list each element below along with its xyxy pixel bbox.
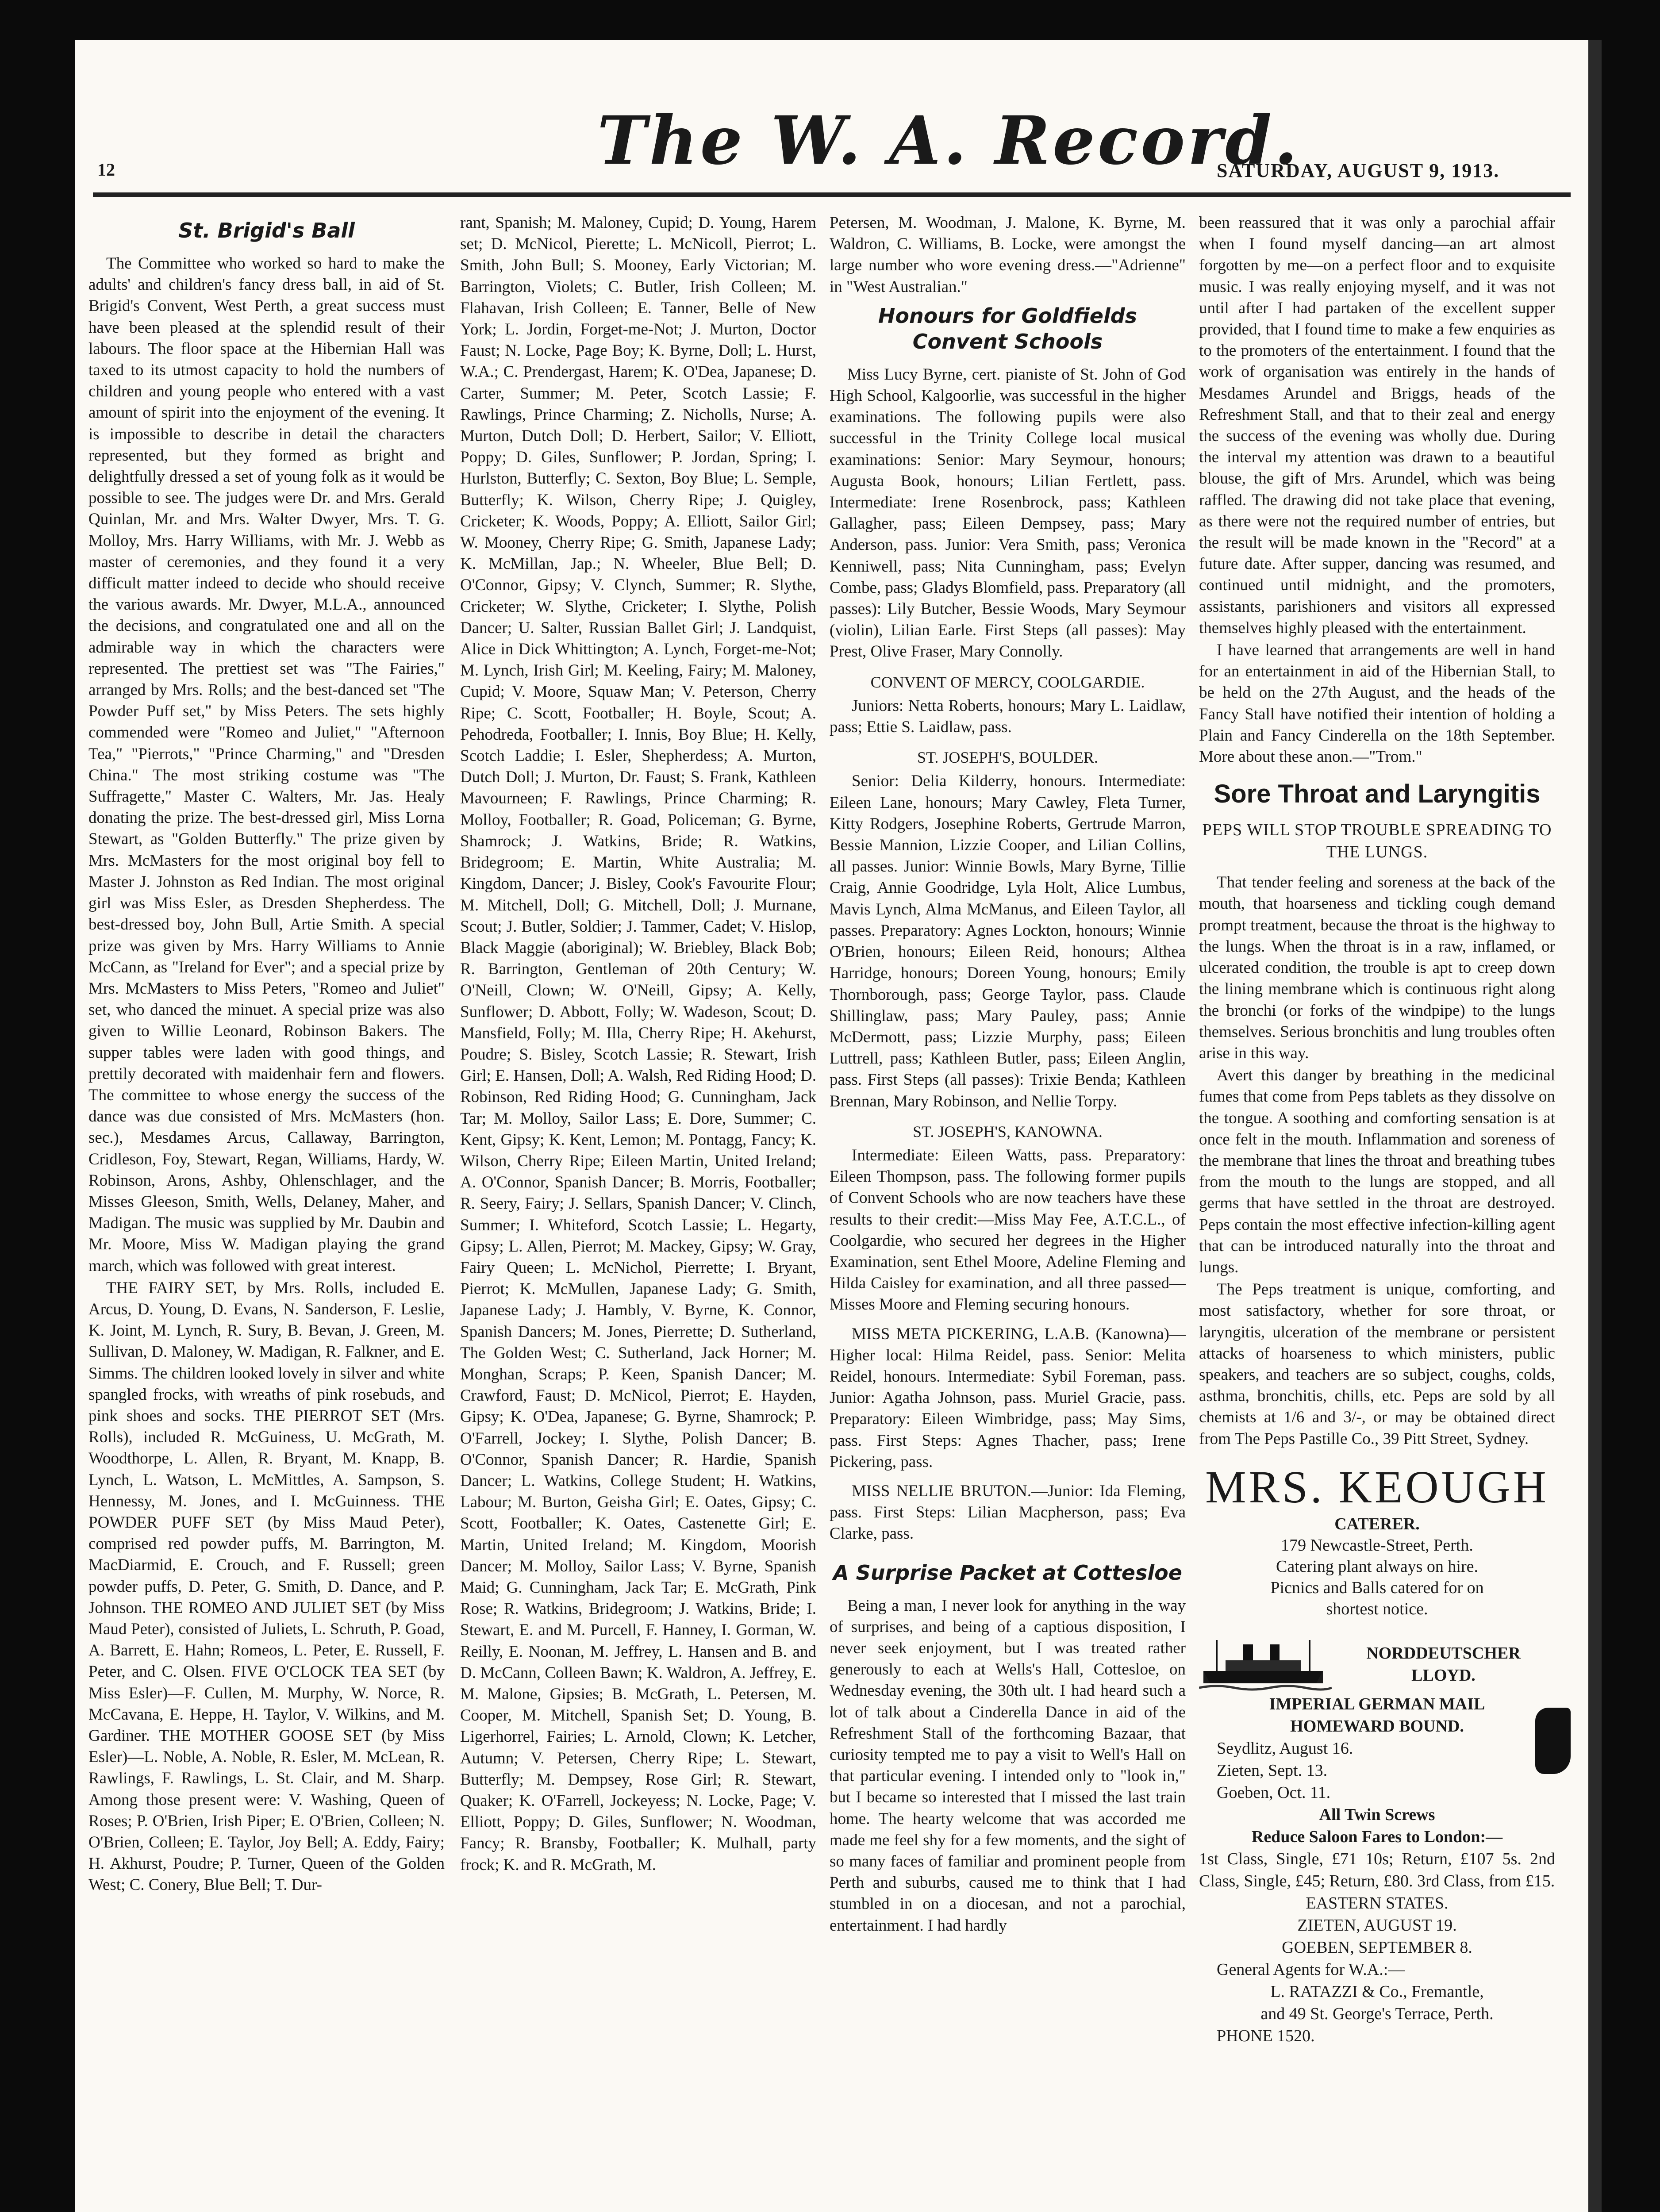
ad-line: Goeben, Oct. 11. [1217, 1783, 1331, 1802]
article-paragraph: been reassured that it was only a parochial affair when I found myself dancing—an art almost forgotten by me—on a perfect floor and to exquisite music. I was really enjoying myself, and it was not until after I had partaken of the excellent supper provided, that I found time to make a few enquiries as to the promoters of the entertainment. I found that the work of organisation was entirely in the hands of Mesdames Arundel and Briggs, heads of the Refreshment Stall, and that to their zeal and energy the success of the evening was wholly due. During the interval my attention was drawn to a beautiful blouse, the gift of Mrs. Arundel, which was being raffled. The drawing did not take place that evening, as there were not the required number of entries, but the result will be made known in the "Record" at a future date. After supper, dancing was resumed, and continued until midnight, and the promoters, assistants, parishioners and visitors all expressed themselves highly pleased with the entertainment. [1199, 214, 1555, 637]
article-paragraph: THE FAIRY SET, by Mrs. Rolls, included E. Arcus, D. Young, D. Evans, N. Sanderson, F. Leslie, K. Joint, M. Lynch, R. Sury, B. Bevan, J. Green, M. Sullivan, D. Maloney, W. Madigan, R. Falkner, and E. Simms. The children looked lovely in silver and white spangled frocks, with wreaths of pink rosebuds, and pink shoes and socks. THE PIERROT SET (Mrs. Rolls), included R. McGuiness, U. McGrath, M. Woodthorpe, L. Allen, R. Bryant, M. Knapp, B. Lynch, L. Watson, L. McMittles, A. Sampson, S. Hennessy, M. Jones, and I. McGuinness. THE POWDER PUFF SET (by Miss Maud Peter), comprised red powder puffs, M. Barrington, M. MacDiarmid, E. Crouch, and F. Russell; green powder puffs, D. Peter, G. Smith, D. Dance, and P. Johnson. THE ROMEO AND JULIET SET (by Miss Maud Peter), consisted of Juliets, L. Schruth, P. Goad, A. Barrett, E. Hahn; Romeos, L. Peter, E. Russell, F. Peter, and C. Olsen. FIVE O'CLOCK TEA SET (by Miss Esler)—F. Cullen, M. Murphy, W. Norce, R. McCavana, E. Heppe, H. Taylor, V. Wilkins, and M. Gardiner. THE MOTHER GOOSE SET (by Miss Esler)—L. Noble, A. Noble, R. Esler, M. McLean, R. Rawlings, F. Rawlings, L. St. Clair, and M. Sharp. Among those present were: V. Washing, Queen of Roses; P. O'Brien, Irish Piper; E. O'Brien, Colleen; N. O'Brien, Colleen; E. Taylor, Joy Bell; A. Eddy, Fairy; H. Akhurst, Poudre; P. Turner, Queen of the Golden West; C. Conery, Blue Bell; T. Dur- [88, 1279, 445, 1894]
article-paragraph: I have learned that arrangements are well in hand for an entertainment in aid of the Hibernian Stall, to be held on the 27th August, and the heads of the Fancy Stall have notified their intention of holding a Plain and Fancy Cinderella on the 18th September. More about these anon.—"Trom." [1199, 641, 1555, 766]
steamship-icon [1199, 1636, 1332, 1693]
article-paragraph: Intermediate: Eileen Watts, pass. Preparatory: Eileen Thompson, pass. The following former pupils of Convent Schools who are now teachers have these results to their credit:—Miss May Fee, A.T.C.L., of Coolgardie, who secured her degrees in the Higher Examination, sent Ethel Moore, Adeline Fleming and Hilda Caisley for examination, and all three passed—Misses Moore and Fleming securing honours. [830, 1146, 1186, 1314]
ad-line: 1st Class, Single, £71 10s; Return, £107 5s. 2nd Class, Single, £45; Return, £80. 3rd Class, from £15. [1199, 1849, 1555, 1890]
ad-line: ZIETEN, AUGUST 19. [1297, 1916, 1457, 1935]
peps-advertisement [1199, 779, 1555, 1449]
masthead-rule [93, 192, 1571, 197]
column-2 [460, 212, 816, 1876]
ad-line: EASTERN STATES. [1306, 1893, 1449, 1912]
article-paragraph: Juniors: Netta Roberts, honours; Mary L. Laidlaw, pass; Ettie S. Laidlaw, pass. [830, 696, 1186, 737]
issue-date: SATURDAY, AUGUST 9, 1913. [1217, 160, 1500, 181]
ad-line: GOEBEN, SEPTEMBER 8. [1282, 1938, 1472, 1957]
article-headline-surprise-packet: A Surprise Packet at Cottesloe [833, 1560, 1182, 1585]
ad-headline-sore-throat: Sore Throat and Laryngitis [1214, 780, 1541, 809]
article-paragraph: MISS META PICKERING, L.A.B. (Kanowna)—Higher local: Hilma Reidel, pass. Senior: Melita Reidel, honours. Intermediate: Sybil Foreman, pass. Junior: Agatha Johnson, pass. Muriel Gracie, pass. Preparatory: Eileen Wimbridge, pass; May Sims, pass. First Steps: Agnes Thacher, pass; Irene Pickering, pass. [830, 1325, 1186, 1471]
ad-line: PHONE 1520. [1217, 2026, 1315, 2045]
ink-blot-mark [1535, 1708, 1571, 1774]
newspaper-page [75, 40, 1588, 2212]
section-subhead: ST. JOSEPH'S, BOULDER. [917, 749, 1098, 767]
page-number: 12 [97, 160, 115, 180]
article-paragraph: Senior: Delia Kilderry, honours. Intermediate: Eileen Lane, honours; Mary Cawley, Fleta Turner, Kitty Rodgers, Josephine Roberts, Gertrude Marron, Bessie Mannion, Lizzie Cooper, and Lilian Collins, all passes. Junior: Winnie Bowls, Mary Byrne, Tillie Craig, Annie Goodridge, Lyla Holt, Alice Lumbus, Mavis Lynch, Alma McManus, and Eileen Taylor, all passes. Preparatory: Agnes Lockton, honours; Winnie O'Brien, honours; Eileen Reid, honours; Althea Harridge, honours; Doreen Young, honours; Emily Thornborough, pass; George Taylor, pass. Claude Shillinglaw, pass; Mary Pauley, pass; Annie McDermott, pass; Lizzie Murphy, pass; Eileen Luttrell, pass; Kathleen Butler, pass; Eileen Anglin, pass. First Steps (all passes): Trixie Benda; Kathleen Brennan, Mary Robinson, and Nellie Torpy. [830, 772, 1186, 1110]
ad-line: 179 Newcastle-Street, Perth. [1281, 1536, 1473, 1555]
ad-line: and 49 St. George's Terrace, Perth. [1260, 2004, 1494, 2023]
ad-line: HOMEWARD BOUND. [1290, 1717, 1464, 1736]
article-paragraph: rant, Spanish; M. Maloney, Cupid; D. Young, Harem set; D. McNicol, Pierette; L. McNicoll, Pierrot; L. Smith, John Bull; S. Mooney, Early Victorian; M. Barrington, Violets; C. Butler, Irish Colleen; M. Flahavan, Irish Colleen; E. Tanner, Belle of New York; L. Jordin, Forget-me-Not; J. Murton, Doctor Faust; N. Locke, Page Boy; K. Byrne, Doll; L. Hurst, W.A.; C. Prendergast, Harem; K. O'Dea, Japanese; D. Carter, Summer; M. Peter, Scotch Lassie; F. Rawlings, Prince Charming; Z. Nicholls, Nurse; A. Murton, Dutch Doll; D. Herbert, Sailor; V. Elliott, Poppy; D. Giles, Sunflower; P. Jordan, Spring; I. Hurlston, Butterfly; C. Sexton, Boy Blue; L. Semple, Butterfly; K. Wilson, Cherry Ripe; J. Quigley, Cricketer; K. Woods, Poppy; A. Elliott, Sailor Girl; W. Mooney, Cherry Ripe; G. Smith, Japanese Lady; K. McMillan, Jap.; N. Wheeler, Blue Bell; D. O'Connor, Gipsy; V. Clynch, Summer; R. Slythe, Cricketer; W. Slythe, Cricketer; I. Slythe, Polish Dancer; U. Salter, Russian Ballet Girl; J. Landquist, Alice in Dick Whittington; A. Lynch, Forget-me-Not; M. Lynch, Irish Girl; M. Keeling, Fairy; M. Maloney, Cupid; V. Moore, Squaw Man; V. Peterson, Cherry Ripe; C. Scott, Footballer; H. Boyle, Scout; A. Pehodreda, Footballer; I. Innis, Boy Blue; H. Kelly, Scotch Laddie; I. Esler, Shepherdess; A. Murton, Dutch Doll; J. Murton, Dr. Faust; S. Frank, Kathleen Mavourneen; F. Rawlings, Prince Charming; R. Molloy, Footballer; R. Goad, Policeman; G. Byrne, Shamrock; J. Watkins, Bride; R. Watkins, Bridegroom; E. Martin, White Australia; M. Kingdom, Dancer; J. Bisley, Cook's Favourite Flour; M. Mitchell, Doll; G. Mitchell, Doll; J. Murnane, Scout; J. Butler, Soldier; J. Tammer, Cadet; V. Hislop, Black Maggie (aboriginal); W. Briebley, Black Bob; R. Barrington, Gentleman of 20th Century; W. O'Neill, Clown; W. O'Neill, Gipsy; A. Kelly, Sunflower; D. Abbott, Folly; W. Wadeson, Scout; D. Mansfield, Folly; M. Illa, Cherry Ripe; H. Akehurst, Poudre; S. Bisley, Scotch Lassie; R. Stewart, Irish Girl; E. Hansen, Doll; A. Walsh, Red Riding Hood; D. Robinson, Red Riding Hood; G. Cunningham, Jack Tar; M. Molloy, Sailor Lass; E. Dore, Summer; C. Kent, Gipsy; K. Kent, Lemon; M. Pontagg, Fancy; K. Wilson, Cherry Ripe; Eileen Martin, United Ireland; A. O'Connor, Spanish Dancer; B. Morris, Footballer; R. Seery, Fairy; J. Sellars, Spanish Dancer; V. Clinch, Summer; I. Whiteford, Scotch Lassie; L. Hegarty, Gipsy; L. Allen, Pierrot; M. Mackey, Gipsy; W. Gray, Fairy Queen; L. McNichol, Pierrette; I. Bryant, Pierrot; K. McMullen, Japanese Lady; G. Smith, Japanese Lady; J. Hambly, V. Byrne, K. Connor, Spanish Dancers; M. Jones, Pierrette; D. Sutherland, The Golden West; C. Sutherland, Jack Horner; M. Monghan, Scraps; P. Keen, Spanish Dancer; M. Crawford, Faust; D. McNicol, Pierrot; E. Hayden, Gipsy; K. O'Dea, Japanese; G. Byrne, Shamrock; P. O'Farrell, Jockey; I. Slythe, Polish Dancer; B. O'Connor, Spanish Dancer; R. Hardie, Spanish Dancer; L. Watkins, College Student; H. Watkins, Labour; M. Burton, Geisha Girl; E. Oates, Gipsy; C. Scott, Footballer; K. Oates, Castenette Girl; E. Martin, United Ireland; M. Kingdom, Moorish Dancer; M. Molloy, Sailor Lass; V. Byrne, Spanish Maid; G. Cunningham, Jack Tar; E. McGrath, Pink Rose; R. Watkins, Bridegroom; J. Watkins, Bride; I. Stewart, E. and M. Purcell, F. Hanney, I. Gorman, W. Reilly, E. Noonan, M. Jeffrey, L. Hansen and B. and D. McCann, Colleen Bawn; K. Waldron, A. Jeffrey, E. M. Malone, Gipsies; B. McGrath, L. Petersen, M. Cooper, M. Mitchell, Spanish Set; D. Young, B. Ligerhorrel, Fairies; L. Arnold, Clown; K. Letcher, Autumn; V. Petersen, Cherry Ripe; L. Stewart, Butterfly; M. Dempsey, Rose Girl; R. Stewart, Quaker; K. O'Farrell, Jockeyess; N. Locke, Page; V. Elliott, Poppy; D. Giles, Sunflower; N. Woodman, Fancy; R. Bransby, Footballer; K. Mulhall, party frock; K. and R. McGrath, M. [460, 214, 816, 1874]
ad-line: L. RATAZZI & Co., Fremantle, [1270, 1982, 1484, 2001]
ad-paragraph: The Peps treatment is unique, comforting, and most satisfactory, whether for sore throat, or laryngitis, ulceration of the membrane or persistent attacks of hoarseness to which ministers, public speakers, and teachers are so subject, coughs, colds, asthma, bronchitis, chills, etc. Peps are sold by all chemists at 1/6 and 3/-, or may be obtained direct from The Peps Pastille Co., 39 Pitt Street, Sydney. [1199, 1280, 1555, 1448]
article-paragraph: MISS NELLIE BRUTON.—Junior: Ida Fleming, pass. First Steps: Lilian Macpherson, pass; Eva Clarke, pass. [830, 1482, 1186, 1543]
ad-paragraph: That tender feeling and soreness at the back of the mouth, that hoarseness and tickling cough demand prompt treatment, because the throat is the highway to the lungs. When the throat is in a raw, inflamed, or ulcerated condition, the trouble is apt to creep down the lining membrane which is continuous right along the bronchi (or forks of the windpipe) to the lungs themselves. Serious bronchitis and lung troubles often arise in this way. [1199, 873, 1555, 1062]
norddeutscher-lloyd-advertisement [1199, 1636, 1555, 2047]
ad-line: All Twin Screws [1319, 1805, 1435, 1824]
ad-line: shortest notice. [1326, 1599, 1428, 1618]
ad-line: NORDDEUTSCHER [1366, 1644, 1521, 1663]
ad-line: LLOYD. [1411, 1666, 1476, 1685]
ad-line: Picnics and Balls catered for on [1270, 1578, 1484, 1597]
newspaper-title: The W. A. Record. [597, 102, 1300, 180]
lloyd-header [1199, 1636, 1555, 1693]
column-3 [830, 212, 1186, 1936]
lloyd-company-name [1332, 1642, 1555, 1686]
section-subhead: ST. JOSEPH'S, KANOWNA. [913, 1122, 1103, 1141]
section-subhead: CONVENT OF MERCY, COOLGARDIE. [870, 673, 1145, 691]
ad-paragraph: Avert this danger by breathing in the medicinal fumes that come from Peps tablets as they dissolve on the tongue. A soothing and comforting sensation is at once felt in the mouth. Inflammation and soreness of the membrane that lines the throat and breathing tubes from the mouth to the lungs are stopped, and all germs that have settled in the throat are destroyed. Peps contain the most effective infection-killing agent that can be introduced naturally into the throat and lungs. [1199, 1066, 1555, 1276]
column-4 [1199, 212, 1555, 2047]
ad-line: General Agents for W.A.:— [1217, 1960, 1405, 1979]
article-paragraph: Being a man, I never look for anything in the way of surprises, and being of a captious disposition, I never seek enjoyment, but I was treated rather generously to each at Wells's Hall, Cottesloe, on Wednesday evening, the 30th ult. I had heard such a lot of talk about a Cinderella Dance in aid of the Refreshment Stall of the forthcoming Bazaar, that curiosity tempted me to pay a visit to Well's Hall on that particular evening. I intended only to "look in," but I became so interested that I missed the last train home. The hearty welcome that was accorded me made me feel shy for a few moments, and the sight of so many faces of familiar and prominent people from Perth and suburbs, caused me to think that I had stumbled in on a diocesan, and not a parochial, entertainment. I had hardly [830, 1596, 1186, 1935]
article-paragraph: Miss Lucy Byrne, cert. pianiste of St. John of God High School, Kalgoorlie, was successful in the higher examinations. The following pupils were also successful in the Trinity College local musical examinations: Senior: Mary Seymour, honours; Augusta Book, honours; Lilian Fertlett, pass. Intermediate: Irene Rosenbrock, pass; Kathleen Gallagher, pass; Eileen Dempsey, pass; Mary Anderson, pass. Junior: Vera Smith, pass; Veronica Kenniwell, pass; Nita Cunningham, pass; Evelyn Combe, pass; Gladys Blomfield, pass. Preparatory (all passes): Lily Butcher, Bessie Woods, Mary Seymour (violin), Lilian Earle. First Steps (all passes): May Prest, Olive Fraser, Mary Connolly. [830, 365, 1186, 661]
ad-line: Zieten, Sept. 13. [1217, 1761, 1328, 1780]
ad-line: Seydlitz, August 16. [1217, 1739, 1353, 1758]
ad-subheadline: PEPS WILL STOP TROUBLE SPREADING TO THE LUNGS. [1202, 821, 1552, 862]
ad-title-mrs-keough: MRS. KEOUGH [1205, 1461, 1549, 1513]
ad-line: IMPERIAL GERMAN MAIL [1269, 1694, 1485, 1713]
ad-line: Catering plant always on hire. [1276, 1557, 1478, 1576]
page-edge-shadow [1588, 40, 1602, 2212]
article-headline-st-brigids-ball: St. Brigid's Ball [178, 219, 355, 242]
masthead [75, 40, 1588, 181]
keough-advertisement [1199, 1461, 1555, 1620]
ad-line: Reduce Saloon Fares to London:— [1251, 1827, 1503, 1846]
ad-line: CATERER. [1334, 1514, 1420, 1533]
article-paragraph: The Committee who worked so hard to make the adults' and children's fancy dress ball, in aid of St. Brigid's Convent, West Perth, a great success must have been pleased at the splendid result of their labours. The floor space at the Hibernian Hall was taxed to its utmost capacity to hold the numbers of children and young people who entered with a vast amount of spirit into the enjoyment of the evening. It is impossible to describe in detail the characters represented, but they formed as bright and delightfully dressed a set of young folk as it would be possible to see. The judges were Dr. and Mrs. Gerald Quinlan, Mr. and Mrs. Walter Dwyer, Mrs. T. G. Molloy, Mrs. Harry Williams, with Mr. J. Webb as master of ceremonies, and they found it a very difficult matter indeed to decide who should receive the various awards. Mr. Dwyer, M.L.A., announced the decisions, and congratulated one and all on the admirable way in which the characters were represented. The prettiest set was "The Fairies," arranged by Mrs. Rolls; and the best-danced set "The Powder Puff set," by Miss Peters. The sets highly commended were "Romeo and Juliet," "Afternoon Tea," "Pierrots," "Prince Charming," and "Dresden China." The most striking costume was "The Suffragette," Master C. Walters, Mr. Jas. Healy donating the prize. The best-dressed girl, Miss Lorna Stewart, as "Golden Butterfly." The prize given by Mrs. McMasters for the most original boy fell to Master J. Johnston as Red Indian. The most original girl was Miss Esler, as Dresden Shepherdess. The best-dressed boy, John Bull, Artie Smith. A special prize was given by Mrs. Harry Williams to Annie McCann, as "Ireland for Ever"; and a special prize by Mrs. McMasters to Miss Peters, "Romeo and Juliet" set, who danced the minuet. A special prize was also given to Willie Leonard, Robinson Bakers. The supper tables were laden with good things, and prettily decorated with maidenhair fern and flowers. The committee to whose energy the success of the dance was due consisted of Mrs. McMasters (hon. sec.), Mesdames Arcus, Callaway, Barrington, Cridleson, Foy, Stewart, Regan, Williams, Hardy, W. Robinson, Arons, Ashby, Ohlenschlager, and the Misses Gleeson, Smith, Wells, Delaney, Maher, and Madigan. The music was supplied by Mr. Daubin and Mr. Moore, Miss W. Madigan playing the grand march, which was followed with great interest. [88, 254, 445, 1275]
column-1 [88, 212, 445, 1896]
article-headline-goldfields-honours: Honours for Goldfields Convent Schools [878, 303, 1137, 353]
article-paragraph: Petersen, M. Woodman, J. Malone, K. Byrne, M. Waldron, C. Williams, B. Locke, were amongst the large number who wore evening dress.—"Adrienne" in "West Australian." [830, 214, 1186, 296]
